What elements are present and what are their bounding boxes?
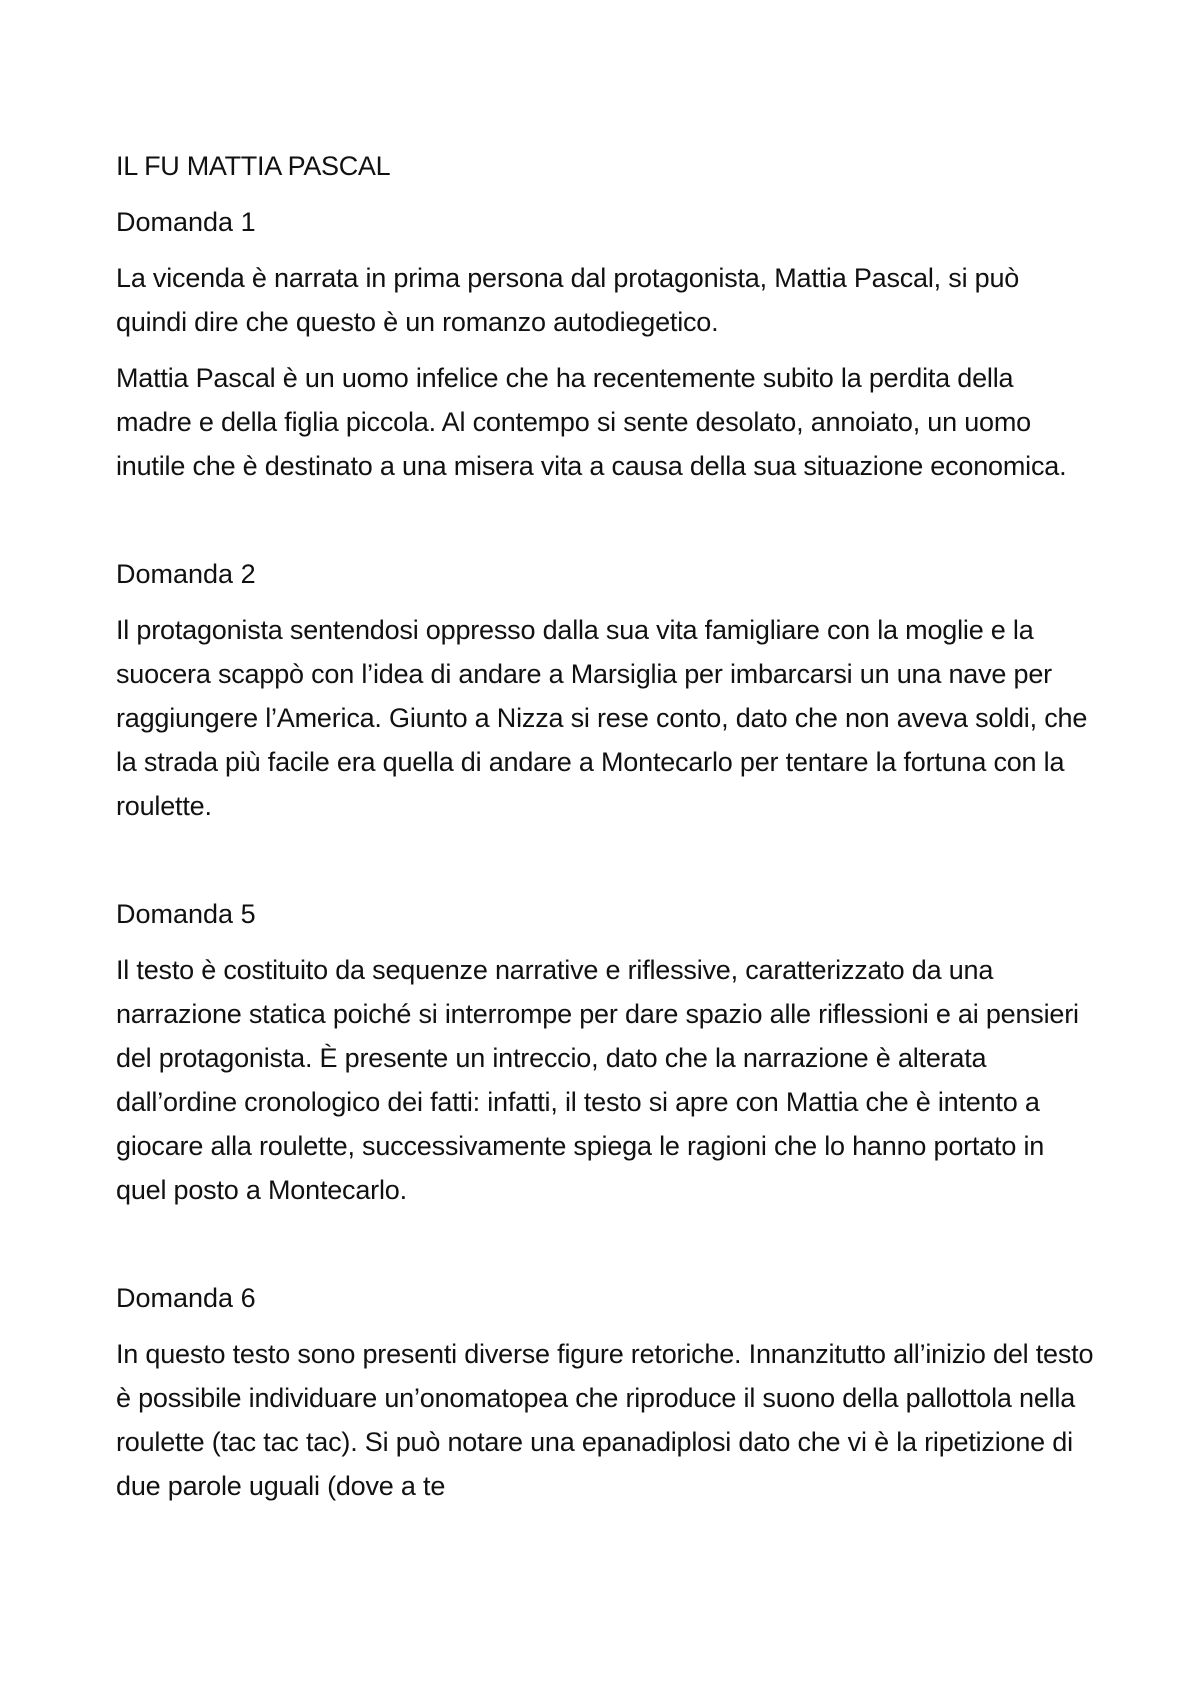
answer-paragraph: La vicenda è narrata in prima persona dal protagonista, Mattia Pascal, si può quindi dire che questo è un romanzo autodiegetico.	[116, 263, 1020, 337]
section-spacer	[116, 500, 1096, 552]
question-heading-6: Domanda 6	[116, 1283, 256, 1313]
question-heading-1: Domanda 1	[116, 207, 256, 237]
question-heading-5: Domanda 5	[116, 899, 256, 929]
section-spacer	[116, 840, 1096, 892]
answer-paragraph: Il protagonista sentendosi oppresso dalla sua vita famigliare con la moglie e la suocera scappò con l’idea di andare a Marsiglia per imbarcarsi un una nave per raggiungere l’America. Giunto a Nizza si rese conto, dato che non aveva soldi, che la strada più facile era quella di andare a Montecarlo per tentare la fortuna con la roulette.	[116, 615, 1088, 821]
document-page	[116, 144, 1096, 1520]
answer-paragraph: Il testo è costituito da sequenze narrative e riflessive, caratterizzato da una narrazione statica poiché si interrompe per dare spazio alle riflessioni e ai pensieri del protagonista. È presente un intreccio, dato che la narrazione è alterata dall’ordine cronologico dei fatti: infatti, il testo si apre con Mattia che è intento a giocare alla roulette, successivamente spiega le ragioni che lo hanno portato in quel posto a Montecarlo.	[116, 955, 1079, 1205]
document-title: IL FU MATTIA PASCAL	[116, 151, 391, 181]
question-heading-2: Domanda 2	[116, 559, 256, 589]
answer-paragraph: Mattia Pascal è un uomo infelice che ha recentemente subito la perdita della madre e della figlia piccola. Al contempo si sente desolato, annoiato, un uomo inutile che è destinato a una misera vita a causa della sua situazione economica.	[116, 363, 1067, 481]
answer-paragraph: In questo testo sono presenti diverse figure retoriche. Innanzitutto all’inizio del testo è possibile individuare un’onomatopea che riproduce il suono della pallottola nella roulette (tac tac tac). Si può notare una epanadiplosi dato che vi è la ripetizione di due parole uguali (dove a te	[116, 1339, 1094, 1501]
section-spacer	[116, 1224, 1096, 1276]
